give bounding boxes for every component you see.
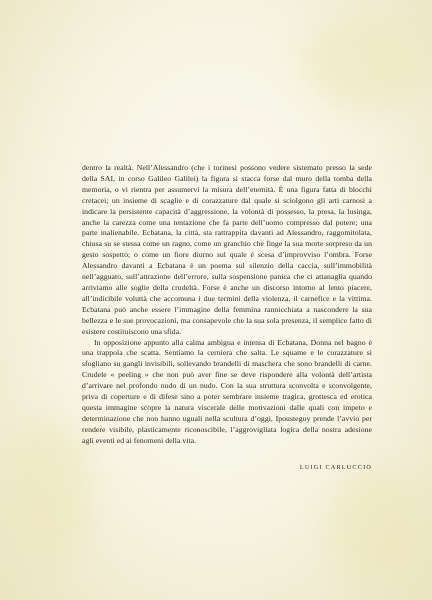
- paper-stain: [10, 420, 90, 560]
- paper-stain: [330, 470, 420, 580]
- essay-body: [82, 163, 372, 447]
- author-signature: LUIGI CARLUCCIO: [299, 464, 372, 471]
- paragraph-2: In opposizione appunto alla calma ambigua e intensa di Ecbatana, Donna nel bagno è una trappola che scatta. Sentiamo la cerniera che salta. Le squame e le corazzature si sfogliano su gangli invisibili, sollevando brandelli di maschera che sono brandelli di carne. Crudele « peeling » che non può aver fine se deve rispondere alla volontà dell’artista d’arrivare nel profondo nudo di un nudo. Con la sua struttura sconvolta e sconvolgente, priva di coperture e di difese sino a poter sembrare insieme tragica, grottesca ed erotica questa immagine scopre la natura viscerale delle motivazioni dalle quali con impeto e determinazione che non hanno uguali nella scultura d’oggi, Ipousteguy prende l’avvio per rendere visibile, plasticamente riconoscibile, l’aggrovigliata logica della nostra adesione agli eventi ed ai fenomeni della vita.: [82, 337, 372, 445]
- paper-stain: [300, 20, 420, 110]
- paragraph-1: dentro la realtà. Nell’Alessandro (che i torinesi possono vedere sistemato presso la sede della SAI, in corso Galileo Galilei) la figura si stacca forse dal muro della tomba della memoria, o vi rientra per assumervi la misura dell’eternità. È una figura fatta di blocchi cretacei; un insieme di scaglie e di corazzature dal quale si sciolgono gli arti carnosi a indicare la persistente capacità d’aggressione, la volontà di possesso, la presa, la lusinga, anche la carezza come una tentazione che fa parte dell’uomo compresso dal potere; una parte inalienabile. Ecbatana, la città, sta rattrappita davanti ad Alessandro, raggomitolata, chiusa su se stessa come un ragno, come un granchio che finge la sua morte sorpreso da un gesto sospetto; o come un fiore diurno sul quale è scesa d’improvviso l’ombra. Forse Alessandro davanti a Ecbatana è un poema sul silenzio della caccia, sull’immobilità nell’agguato, sull’attrazione dell’errore, sulla sospensione panica che ci attanaglia quando arriviamo alle soglie della crudeltà. Forse è anche un discorso intorno al lento piacere, all’indicibile voluttà che accomuna i due termini della violenza, il carnefice e la vittima. Ecbatana può anche essere l’immagine della femmina rannicchiata a nascondere la sua bellezza e le sue provocazioni, ma consapevole che la sua sola presenza, il semplice fatto di esistere costituiscono una sfida.: [82, 163, 372, 336]
